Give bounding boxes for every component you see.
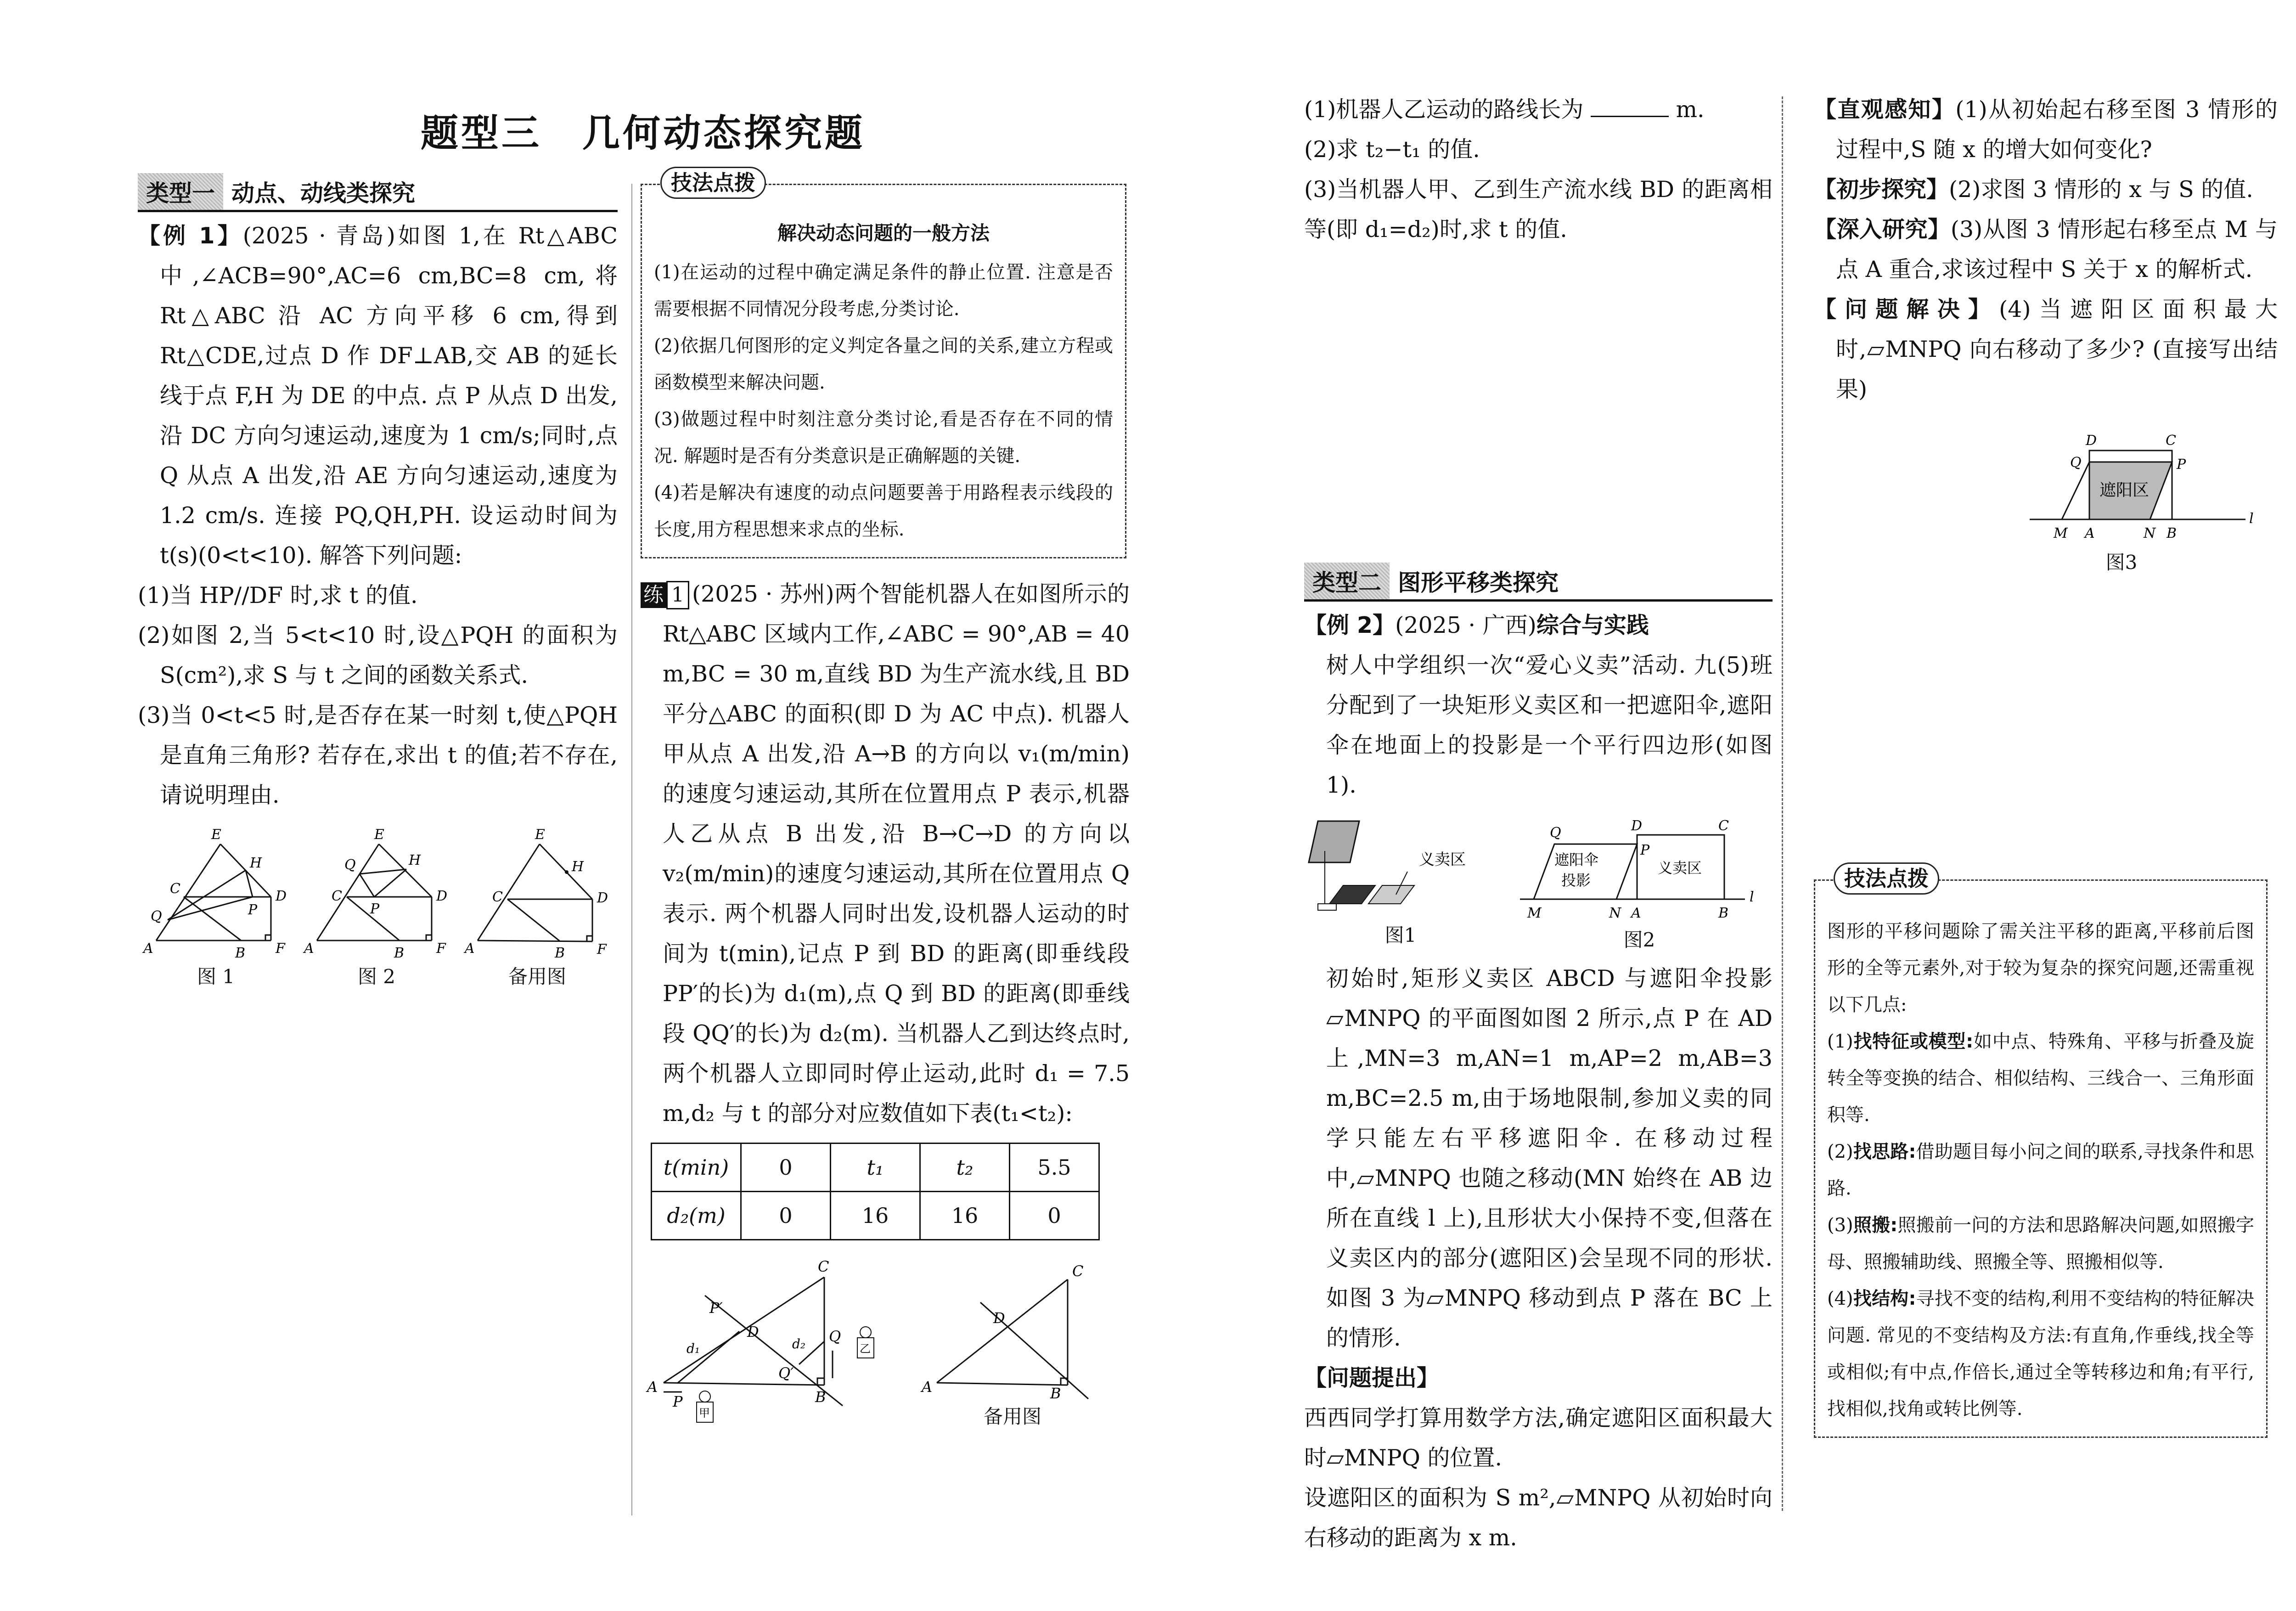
label-P: P bbox=[370, 901, 380, 917]
part-label: 【深入研究】 bbox=[1814, 216, 1951, 242]
robot-yi-label: 乙 bbox=[860, 1342, 871, 1355]
line-QP bbox=[360, 874, 374, 897]
label-Q: Q bbox=[151, 908, 162, 924]
practice1-figures bbox=[641, 1254, 1109, 1431]
figure-1-caption: 图 1 bbox=[197, 965, 235, 988]
tip-intro: 图形的平移问题除了需关注平移的距离,平移前后图形的全等元素外,对于较为复杂的探究问题,还需重视以下几点: bbox=[1827, 921, 2254, 1015]
example-subtitle: 综合与实践 bbox=[1536, 612, 1649, 638]
tip-text: 借助题目每小问之间的联系,寻找条件和思路. bbox=[1827, 1141, 2255, 1199]
practice-question-2: (2)求 t₂−t₁ 的值. bbox=[1304, 136, 1480, 163]
tip-key: 找结构: bbox=[1853, 1288, 1916, 1309]
question-2: (2)如图 2,当 5<t<10 时,设△PQH 的面积为 S(cm²),求 S 与 t 之间的函数关系式. bbox=[138, 622, 618, 688]
problem-heading: 【问题提出】 bbox=[1304, 1365, 1440, 1391]
label-D: D bbox=[993, 1309, 1005, 1327]
example2-heading bbox=[1304, 605, 1773, 645]
figure-2-caption: 图 2 bbox=[357, 965, 396, 988]
column-1 bbox=[138, 177, 618, 991]
part-text: (2)求图 3 情形的 x 与 S 的值. bbox=[1949, 176, 2253, 203]
umbrella-figure-2 bbox=[1511, 810, 1768, 954]
tip-item-1 bbox=[1827, 1023, 2254, 1133]
label-M: M bbox=[1527, 905, 1542, 921]
figure-2 bbox=[298, 823, 455, 991]
umbrella-figure-1 bbox=[1304, 810, 1497, 954]
label-C: C bbox=[1718, 818, 1729, 834]
diagram-stroke bbox=[1318, 904, 1336, 910]
diagram-stroke bbox=[860, 1327, 871, 1338]
tip-key: 找思路: bbox=[1853, 1141, 1916, 1162]
umbrella-figure-2-caption: 图2 bbox=[1623, 929, 1655, 951]
label-D: D bbox=[1631, 818, 1643, 834]
tip-text: 如中点、特殊角、平移与折叠及旋转全等变换的结合、相似结构、三线合一、三角形面积等. bbox=[1827, 1031, 2255, 1126]
line-AC bbox=[937, 1279, 1068, 1383]
spare-figure-caption: 备用图 bbox=[983, 1405, 1041, 1428]
label-F: F bbox=[276, 941, 285, 957]
label-Qp: Q′ bbox=[778, 1364, 794, 1382]
shadow-projection-label: 投影 bbox=[1561, 872, 1591, 889]
column-2 bbox=[641, 170, 1130, 1431]
line-PPp bbox=[677, 1331, 739, 1383]
label-D: D bbox=[747, 1323, 759, 1341]
diagram-stroke bbox=[817, 1378, 824, 1385]
label-Q: Q bbox=[344, 857, 356, 873]
label-Pp: P′ bbox=[709, 1299, 723, 1317]
practice-source: (2025 · 苏州) bbox=[692, 581, 834, 607]
table-cell: 0 bbox=[741, 1192, 831, 1240]
example-source: (2025 · 青岛) bbox=[242, 223, 395, 249]
section-name: 图形平移类探究 bbox=[1398, 569, 1559, 596]
label-B: B bbox=[2167, 525, 2177, 541]
point-H bbox=[565, 870, 568, 874]
label-C: C bbox=[2166, 433, 2176, 449]
table-cell: 0 bbox=[1010, 1192, 1099, 1240]
sale-area-label: 义卖区 bbox=[1658, 859, 1702, 877]
spare-figure bbox=[916, 1254, 1109, 1431]
line-QH bbox=[360, 869, 406, 874]
label-A: A bbox=[143, 941, 153, 957]
practice-question-3: (3)当机器人甲、乙到生产流水线 BD 的距离相等(即 d₁=d₂)时,求 t 的值. bbox=[1304, 176, 1773, 242]
label-F: F bbox=[436, 941, 446, 957]
d2-t-table bbox=[651, 1143, 1100, 1240]
label-D: D bbox=[276, 888, 287, 904]
label-Q: Q bbox=[829, 1328, 841, 1345]
label-P: P bbox=[248, 902, 258, 918]
label-D: D bbox=[2086, 433, 2097, 449]
example-label: 【例 1】 bbox=[138, 223, 243, 249]
column-divider bbox=[631, 184, 632, 1515]
label-d1: d₁ bbox=[687, 1341, 700, 1356]
part-text: (3)从图 3 情形起右移至点 M 与点 A 重合,求该过程中 S 关于 x 的解析式. bbox=[1836, 216, 2278, 282]
sale-area-shape bbox=[1368, 885, 1414, 904]
umbrella-figure-1-caption: 图1 bbox=[1384, 924, 1417, 946]
diagram-stroke bbox=[699, 1391, 710, 1402]
diagram-stroke bbox=[1520, 835, 1745, 899]
tip-item-2: (2)依据几何图形的定义判定各量之间的关系,建立方程或函数模型来解决问题. bbox=[654, 335, 1113, 393]
tip-item-4 bbox=[1827, 1280, 2254, 1427]
example2-intro: 树人中学组织一次“爱心义卖”活动. 九(5)班分配到了一块矩形义卖区和一把遮阳伞,遮阳伞在地面上的投影是一个平行四边形(如图 1). bbox=[1326, 652, 1773, 798]
label-H: H bbox=[572, 859, 584, 875]
umbrella-figure-1-diagram bbox=[1304, 810, 1497, 920]
umbrella-figure-2-diagram bbox=[1511, 810, 1768, 924]
sale-area-label: 义卖区 bbox=[1419, 851, 1466, 869]
tip-item-2 bbox=[1827, 1133, 2254, 1207]
question-1: (1)当 HP//DF 时,求 t 的值. bbox=[138, 582, 418, 608]
tip-item-3: (3)做题过程中时刻注意分类讨论,看是否存在不同的情况. 解题时是否有分类意识是正确解题的关键. bbox=[654, 409, 1113, 467]
tip-num: (2) bbox=[1827, 1141, 1853, 1162]
label-d2: d₂ bbox=[792, 1336, 806, 1352]
tip-num: (1) bbox=[1827, 1031, 1853, 1052]
question-unit: m. bbox=[1676, 96, 1705, 123]
practice-tag: 练 bbox=[641, 582, 666, 608]
shade-area-label: 遮阳区 bbox=[2099, 481, 2150, 500]
label-H: H bbox=[250, 855, 262, 871]
part-label: 【初步探究】 bbox=[1814, 176, 1949, 203]
label-E: E bbox=[535, 827, 545, 843]
line-HP bbox=[374, 869, 406, 897]
table-cell: t₂ bbox=[920, 1143, 1010, 1192]
label-N: N bbox=[2144, 525, 2156, 541]
figure-spare-caption: 备用图 bbox=[508, 965, 566, 988]
tip-num: (4) bbox=[1827, 1288, 1853, 1309]
table-cell: d₂(m) bbox=[652, 1192, 741, 1240]
label-B: B bbox=[1050, 1385, 1061, 1401]
label-N: N bbox=[1609, 905, 1621, 921]
diagram-stroke bbox=[587, 936, 592, 941]
shadow-projection-label-line1: 遮阳伞 bbox=[1554, 851, 1599, 868]
robot-jia-label: 甲 bbox=[699, 1407, 710, 1419]
line-AE bbox=[478, 844, 540, 941]
spare-figure-diagram bbox=[916, 1254, 1109, 1401]
label-F: F bbox=[597, 941, 607, 958]
label-E: E bbox=[374, 827, 384, 843]
section-name: 动点、动线类探究 bbox=[231, 180, 415, 207]
column-divider-right bbox=[1782, 96, 1783, 1511]
label-A: A bbox=[647, 1378, 658, 1396]
question-text: (1)机器人乙运动的路线长为 bbox=[1304, 96, 1584, 123]
problem-text: 西西同学打算用数学方法,确定遮阳区面积最大时▱MNPQ 的位置. bbox=[1304, 1405, 1773, 1471]
example1-stem bbox=[138, 216, 618, 575]
diagram-stroke bbox=[265, 935, 271, 941]
figure-2-diagram bbox=[298, 823, 455, 961]
line-AB bbox=[937, 1383, 1068, 1385]
example2-figures bbox=[1304, 810, 1768, 954]
label-C: C bbox=[818, 1258, 829, 1275]
problem-setup: 设遮阳区的面积为 S m²,▱MNPQ 从初始时向右移动的距离为 x m. bbox=[1304, 1485, 1773, 1551]
label-C: C bbox=[170, 881, 180, 897]
label-Q: Q bbox=[2070, 455, 2082, 471]
section-header-type2 bbox=[1304, 566, 1773, 602]
example-label: 【例 2】 bbox=[1304, 612, 1396, 638]
part-1 bbox=[1814, 90, 2278, 169]
umbrella-figure-3-caption: 图3 bbox=[2105, 551, 2138, 574]
part-text: (1)从初始起右移至图 3 情形的过程中,S 随 x 的增大如何变化? bbox=[1836, 96, 2278, 163]
label-A: A bbox=[2085, 525, 2095, 541]
umbrella-shadow bbox=[1329, 885, 1375, 904]
label-H: H bbox=[409, 852, 421, 868]
tip-num: (3) bbox=[1827, 1215, 1853, 1236]
label-Q: Q bbox=[1550, 825, 1561, 841]
label-P: P bbox=[673, 1393, 683, 1410]
tip-item-3 bbox=[1827, 1207, 2254, 1280]
table-cell: 16 bbox=[831, 1192, 920, 1240]
table-cell: 0 bbox=[741, 1143, 831, 1192]
label-l: l bbox=[1750, 889, 1754, 905]
line-AB bbox=[664, 1383, 824, 1385]
question-3: (3)当 0<t<5 时,是否存在某一时刻 t,使△PQH 是直角三角形? 若存在,求出 t 的值;若不存在,请说明理由. bbox=[138, 702, 618, 808]
robot-figure-diagram bbox=[641, 1254, 898, 1429]
line-CB bbox=[507, 899, 560, 941]
practice-number: 1 bbox=[666, 581, 689, 609]
umbrella-canopy bbox=[1309, 821, 1359, 862]
column-4 bbox=[1814, 90, 2278, 1438]
label-B: B bbox=[555, 945, 565, 961]
answer-blank[interactable] bbox=[1591, 97, 1669, 117]
tip-box-1 bbox=[641, 170, 1126, 558]
table-cell: t₁ bbox=[831, 1143, 920, 1192]
tip-text: 照搬前一问的方法和思路解决问题,如照搬字母、照搬辅助线、照搬全等、照搬相似等. bbox=[1827, 1215, 2255, 1273]
tip-item-1: (1)在运动的过程中确定满足条件的静止位置. 注意是否需要根据不同情况分段考虑,分类讨论. bbox=[654, 262, 1113, 320]
example-text: 如图 1,在 Rt△ABC 中,∠ACB=90°,AC=6 cm,BC=8 cm,将 Rt△ABC 沿 AC 方向平移 6 cm,得到 Rt△CDE,过点 D 作 DF⊥AB,交 AB 的延长线于点 F,H 为 DE 的中点. 点 P 从点 D 出发,沿 DC 方向匀速运动,速度为 1 cm/s;同时,点 Q 从点 A 出发,沿 AE 方向匀速运动,速度为 1.2 cm/s. 连接 PQ,QH,PH. 设运动时间为 t(s)(0<t<10). 解答下列问题: bbox=[160, 223, 618, 569]
part-4 bbox=[1814, 289, 2278, 409]
part-3 bbox=[1814, 209, 2278, 289]
example-source: (2025 · 广西) bbox=[1395, 612, 1536, 638]
tip-key: 照搬: bbox=[1853, 1215, 1898, 1236]
label-C: C bbox=[1072, 1262, 1084, 1280]
practice1-stem bbox=[641, 574, 1130, 1133]
diagram-stroke bbox=[426, 935, 432, 941]
label-P: P bbox=[1640, 842, 1650, 858]
table-cell: t(min) bbox=[652, 1143, 741, 1192]
label-C: C bbox=[332, 888, 342, 904]
label-A: A bbox=[465, 941, 475, 957]
figure-1 bbox=[138, 823, 294, 991]
table-cell: 5.5 bbox=[1010, 1143, 1099, 1192]
tip-key: 找特征或模型: bbox=[1853, 1031, 1974, 1052]
umbrella-figure-3-diagram bbox=[2025, 428, 2273, 547]
tip-text: 寻找不变的结构,利用不变结构的特征解决问题. 常见的不变结构及方法:有直角,作垂线,找全等或相似;有中点,作倍长,通过全等转移边和角;有平行,找相似,找角或转比例等. bbox=[1827, 1288, 2255, 1419]
label-P: P bbox=[2177, 456, 2186, 473]
label-D: D bbox=[436, 888, 448, 904]
label-B: B bbox=[394, 945, 405, 961]
line-AC bbox=[664, 1277, 824, 1383]
section-tag: 类型二 bbox=[1304, 563, 1390, 599]
label-A: A bbox=[1631, 905, 1641, 921]
label-A: A bbox=[304, 941, 314, 957]
tip-heading: 解决动态问题的一般方法 bbox=[777, 222, 990, 244]
table-row bbox=[652, 1192, 1099, 1240]
label-B: B bbox=[1718, 905, 1729, 921]
page-title: 题型三 几何动态探究题 bbox=[420, 111, 865, 155]
figure-1-diagram bbox=[138, 823, 294, 961]
section-header-type1 bbox=[138, 177, 618, 212]
example2-body: 初始时,矩形义卖区 ABCD 与遮阳伞投影▱MNPQ 的平面图如图 2 所示,点 P 在 AD 上,MN=3 m,AN=1 m,AP=2 m,AB=3 m,BC=2.5 m,由于场地限制,参加义卖的同学只能左右平移遮阳伞. 在移动过程中,▱MNPQ 也随之移动(MN 始终在 AB 边所在直线 l 上),且形状大小保持不变,但落在义卖区内的部分(遮阳区)会呈现不同的形状. 如图 3 为▱MNPQ 移动到点 P 落在 BC 上的情形. bbox=[1326, 965, 1773, 1351]
label-M: M bbox=[2054, 525, 2068, 541]
label-B: B bbox=[235, 945, 246, 961]
tip-box-2 bbox=[1814, 866, 2268, 1438]
example1-figures bbox=[138, 823, 615, 991]
figure-spare-diagram bbox=[459, 823, 615, 961]
diagram-stroke bbox=[937, 1279, 1088, 1399]
label-l: l bbox=[2249, 511, 2254, 527]
label-D: D bbox=[597, 890, 608, 906]
label-C: C bbox=[492, 889, 503, 905]
part-label: 【问题解决】 bbox=[1814, 296, 1999, 322]
tip-tag: 技法点拨 bbox=[1834, 862, 1939, 895]
section-tag: 类型一 bbox=[138, 173, 223, 210]
table-cell: 16 bbox=[920, 1192, 1010, 1240]
table-row bbox=[652, 1143, 1099, 1192]
tip-tag: 技法点拨 bbox=[660, 167, 766, 199]
label-E: E bbox=[211, 827, 221, 843]
umbrella-figure-3 bbox=[2025, 428, 2273, 576]
practice-question-1 bbox=[1304, 90, 1773, 130]
part-2 bbox=[1814, 169, 2278, 209]
tip-item-4: (4)若是解决有速度的动点问题要善于用路程表示线段的长度,用方程思想来求点的坐标. bbox=[654, 482, 1113, 540]
figure-spare bbox=[459, 823, 615, 991]
column-3 bbox=[1304, 90, 1773, 1558]
label-B: B bbox=[815, 1388, 826, 1406]
part-text: (4)当遮阳区面积最大时,▱MNPQ 向右移动了多少? (直接写出结果) bbox=[1836, 296, 2278, 402]
practice-text: 两个智能机器人在如图所示的 Rt△ABC 区域内工作,∠ABC = 90°,AB = 40 m,BC = 30 m,直线 BD 为生产流水线,且 BD 平分△ABC 的面积(即 D 为 AC 中点). 机器人甲从点 A 出发,沿 A→B 的方向以 v₁(m/min)的速度匀速运动,其所在位置用点 P 表示,机器人乙从点 B 出发,沿 B→C→D 的方向以 v₂(m/min)的速度匀速运动,其所在位置用点 Q 表示. 两个机器人同时出发,设机器人运动的时间为 t(min),记点 P 到 BD 的距离(即垂线段 PP′的长)为 d₁(m),点 Q 到 BD 的距离(即垂线段 QQ′的长)为 d₂(m). 当机器人乙到达终点时,两个机器人立即同时停止运动,此时 d₁ = 7.5 m,d₂ 与 t 的部分对应数值如下表(t₁<t₂): bbox=[663, 581, 1130, 1127]
label-A: A bbox=[922, 1378, 933, 1396]
part-label: 【直观感知】 bbox=[1814, 96, 1956, 123]
